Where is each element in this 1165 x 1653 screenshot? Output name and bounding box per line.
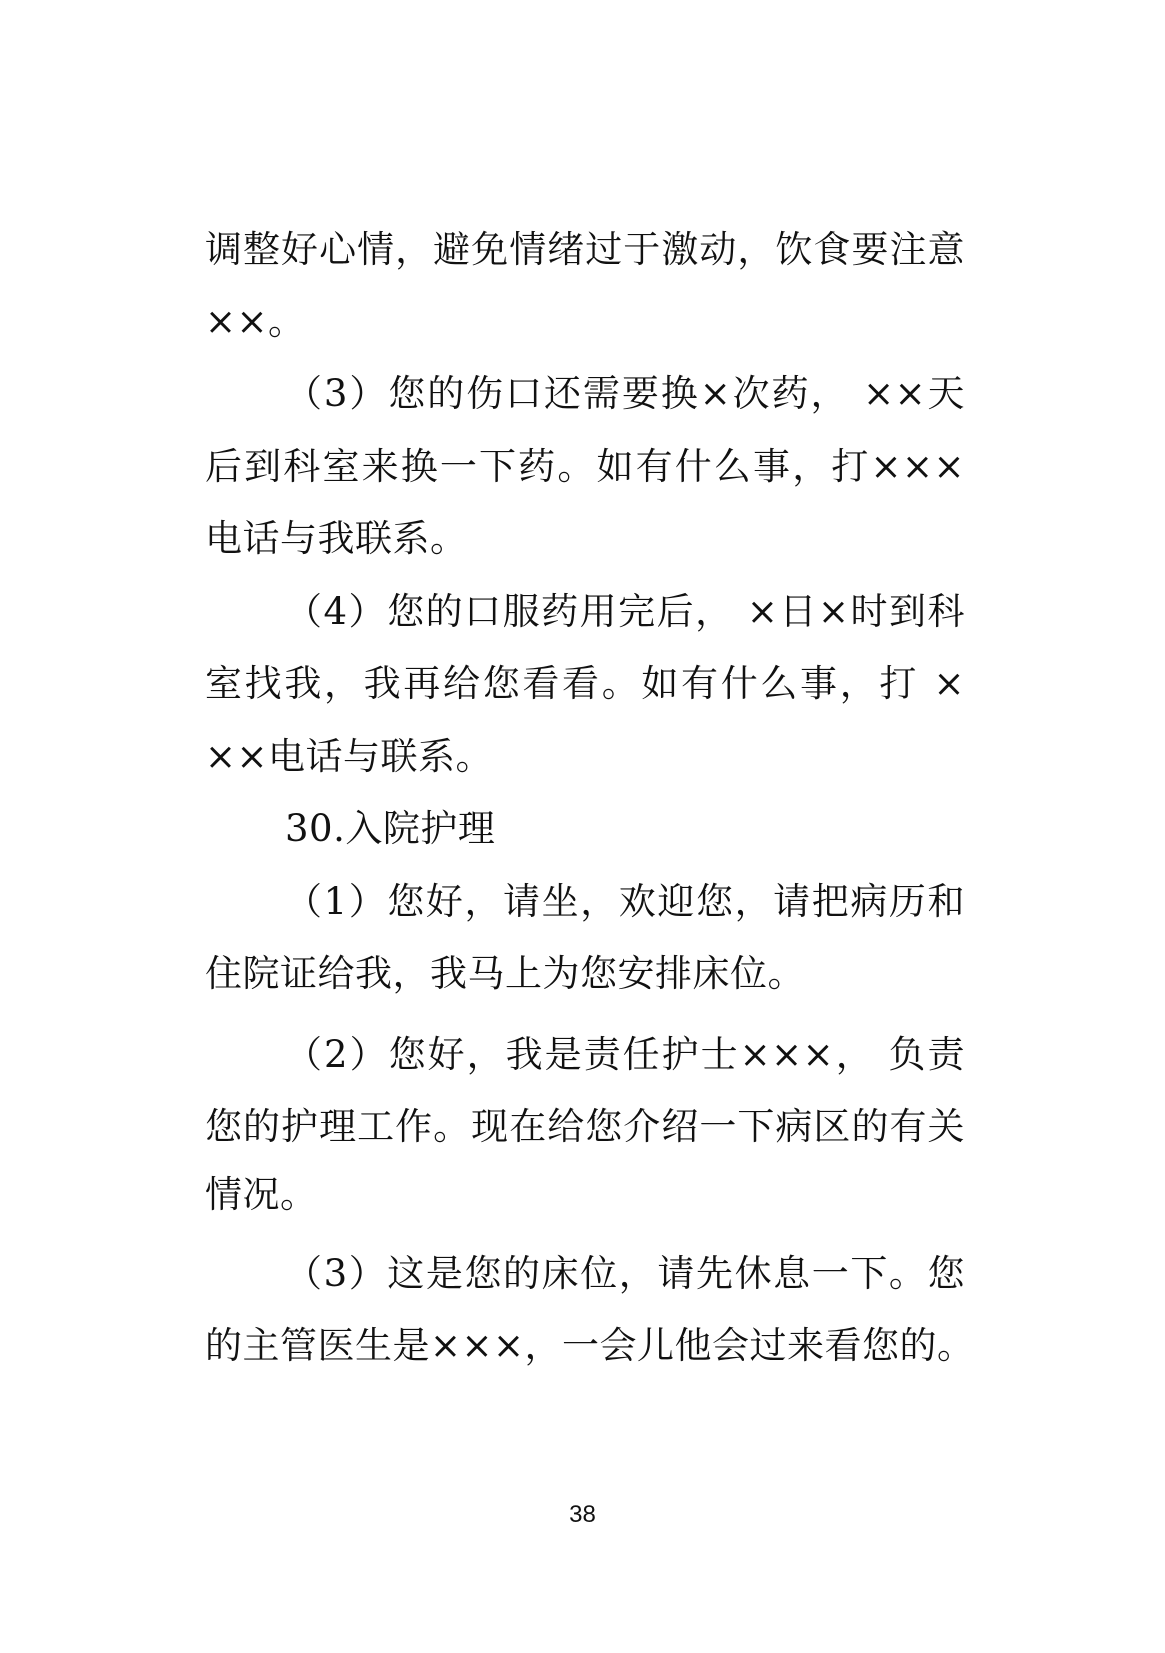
text-line: 调整好心情，避免情绪过于激动，饮食要注意 <box>205 228 965 271</box>
text-line: （4）您的口服药用完后， ×日×时到科 <box>285 590 965 633</box>
text-line: 后到科室来换一下药。如有什么事，打××× <box>205 445 965 488</box>
text-line: 电话与我联系。 <box>205 517 468 560</box>
text-line: 住院证给我，我马上为您安排床位。 <box>205 952 805 995</box>
text-line: （2）您好，我是责任护士×××， 负责 <box>285 1033 965 1076</box>
text-line: ××电话与联系。 <box>205 735 494 778</box>
text-line: （3）您的伤口还需要换×次药， ××天 <box>285 372 965 415</box>
section-heading: 30.入院护理 <box>285 807 496 850</box>
text-line: （3）这是您的床位，请先休息一下。您 <box>285 1252 965 1295</box>
text-line: 室找我，我再给您看看。如有什么事，打 × <box>205 662 965 705</box>
page-number: 38 <box>569 1501 596 1528</box>
text-line: 您的护理工作。现在给您介绍一下病区的有关 <box>205 1105 965 1148</box>
text-line: 的主管医生是×××，一会儿他会过来看您的。 <box>205 1324 975 1367</box>
text-line: 情况。 <box>205 1173 318 1216</box>
text-line: ××。 <box>205 300 306 343</box>
text-line: （1）您好，请坐，欢迎您，请把病历和 <box>285 880 965 923</box>
